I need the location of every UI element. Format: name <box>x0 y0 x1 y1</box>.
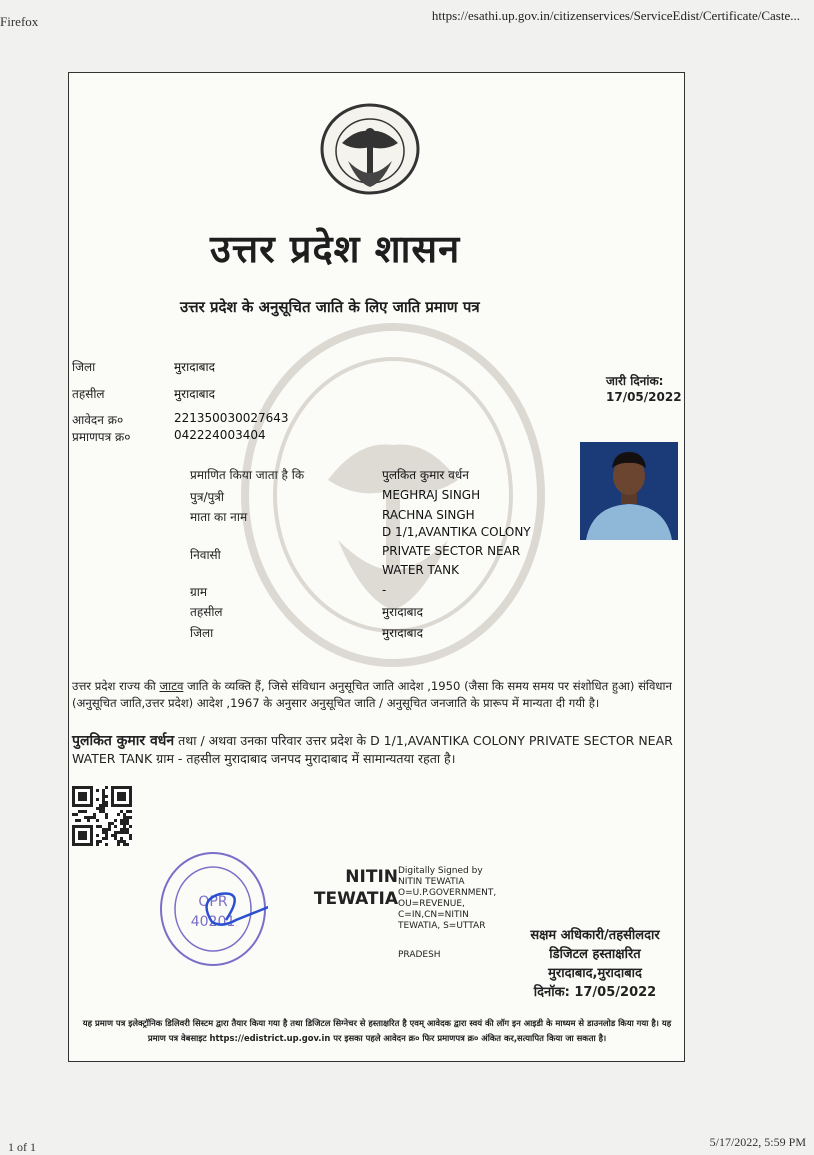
officer-date: दिनॉक: 17/05/2022 <box>533 985 657 1000</box>
officer-sign-type: डिजिटल हस्ताक्षरित <box>549 947 641 962</box>
browser-name: Firefox <box>0 14 39 29</box>
qr-code-icon <box>72 786 132 846</box>
svg-text:40201: 40201 <box>190 914 236 930</box>
page-count: 1 of 1 <box>8 1140 36 1154</box>
signature-state: PRADESH <box>398 950 441 960</box>
residence-label: निवासी <box>190 548 221 562</box>
detail-district-value: मुरादाबाद <box>382 626 424 640</box>
digital-signature-details: Digitally Signed by NITIN TEWATIA O=U.P.GOVERNMENT, OU=REVENUE, C=IN,CN=NITIN TEWATIA, S=UTTAR <box>398 866 497 931</box>
officer-title: सक्षम अधिकारी/तहसीलदार <box>530 928 660 943</box>
address-line-3: WATER TANK <box>382 563 460 577</box>
address-line-2: PRIVATE SECTOR NEAR <box>382 544 521 558</box>
father-name: MEGHRAJ SINGH <box>382 488 481 502</box>
address-line-1: D 1/1,AVANTIKA COLONY <box>382 525 531 539</box>
certificate-no-value: 042224003404 <box>174 428 266 442</box>
certificate-no-label: प्रमाणपत्र क्र० <box>72 430 131 444</box>
holder-name: पुलकित कुमार वर्धन <box>382 468 469 482</box>
detail-tehsil-label: तहसील <box>190 605 223 619</box>
application-no-label: आवेदन क्र० <box>72 413 124 427</box>
certificate-subtitle: उत्तर प्रदेश के अनुसूचित जाति के लिए जाति प्रमाण पत्र <box>180 298 480 316</box>
up-government-emblem-icon <box>318 103 422 195</box>
district-label: जिला <box>72 360 96 374</box>
tehsil-value: मुरादाबाद <box>174 387 216 401</box>
signatory-name: NITIN TEWATIA <box>313 867 398 909</box>
issue-date: 17/05/2022 <box>606 390 682 404</box>
certified-label: प्रमाणित किया जाता है कि <box>190 468 305 482</box>
detail-tehsil-value: मुरादाबाद <box>382 605 424 619</box>
svg-text:OPR: OPR <box>198 894 228 910</box>
application-no-value: 221350030027643 <box>174 411 289 425</box>
statement-holder-name: पुलकित कुमार वर्धन <box>72 733 175 749</box>
caste-statement: उत्तर प्रदेश राज्य की जाटव जाति के व्यक्ति हैं, जिसे संविधान अनुसूचित जाति आदेश ,1950 (जैसा कि समय समय पर संशोधित हुआ) संविधान (अनुसूचित जाति,उत्तर प्रदेश) आदेश ,1967 के अनुसार अनुसूचित जाति / अनुसूचित जनजाति के प्रारूप में मान्यता दी गयी है। <box>72 679 672 710</box>
verification-disclaimer: यह प्रमाण पत्र इलेक्ट्रॉनिक डिलिवरी सिस्टम द्वारा तैयार किया गया है तथा डिजिटल सिग्नेचर से हस्ताक्षरित है एवम् आवेदक द्वारा स्वयं की लॉग इन आइडी के माध्यम से डाउनलोड किया गया है। यह प्रमाण पत्र वेबसाइट https://edistrict.up.gov.in पर इसका पहले आवेदन क्र० फिर प्रमाणपत्र क्र० अंकित कर,सत्यापित किया जा सकता है। <box>82 1018 672 1043</box>
caste-name: जाटव <box>159 679 184 693</box>
district-value: मुरादाबाद <box>174 360 216 374</box>
tehsil-label: तहसील <box>72 387 105 401</box>
mother-name: RACHNA SINGH <box>382 508 475 522</box>
certificate-title: उत्तर प्रदेश शासन <box>210 226 461 271</box>
issue-date-label: जारी दिनांक: <box>606 374 664 388</box>
detail-district-label: जिला <box>190 626 214 640</box>
officer-location: मुरादाबाद,मुरादाबाद <box>548 966 642 981</box>
applicant-photo <box>580 442 678 540</box>
print-timestamp: 5/17/2022, 5:59 PM <box>709 1135 806 1149</box>
village-value: - <box>382 583 387 597</box>
seal-stamp-icon <box>158 850 268 968</box>
residence-statement: पुलकित कुमार वर्धन तथा / अथवा उनका परिवार उत्तर प्रदेश के D 1/1,AVANTIKA COLONY PRIVATE SECTOR NEAR WATER TANK ग्राम - तहसील मुरादाबाद जनपद मुरादाबाद में सामान्यतया रहता है। <box>72 733 673 766</box>
village-label: ग्राम <box>190 585 208 599</box>
person-photo-icon <box>580 442 678 540</box>
mother-label: माता का नाम <box>190 510 248 524</box>
officer-block <box>510 926 680 1002</box>
parent-label: पुत्र/पुत्री <box>190 490 225 504</box>
page-url: https://esathi.up.gov.in/citizenservices/ServiceEdist/Certificate/Caste... <box>431 8 800 23</box>
